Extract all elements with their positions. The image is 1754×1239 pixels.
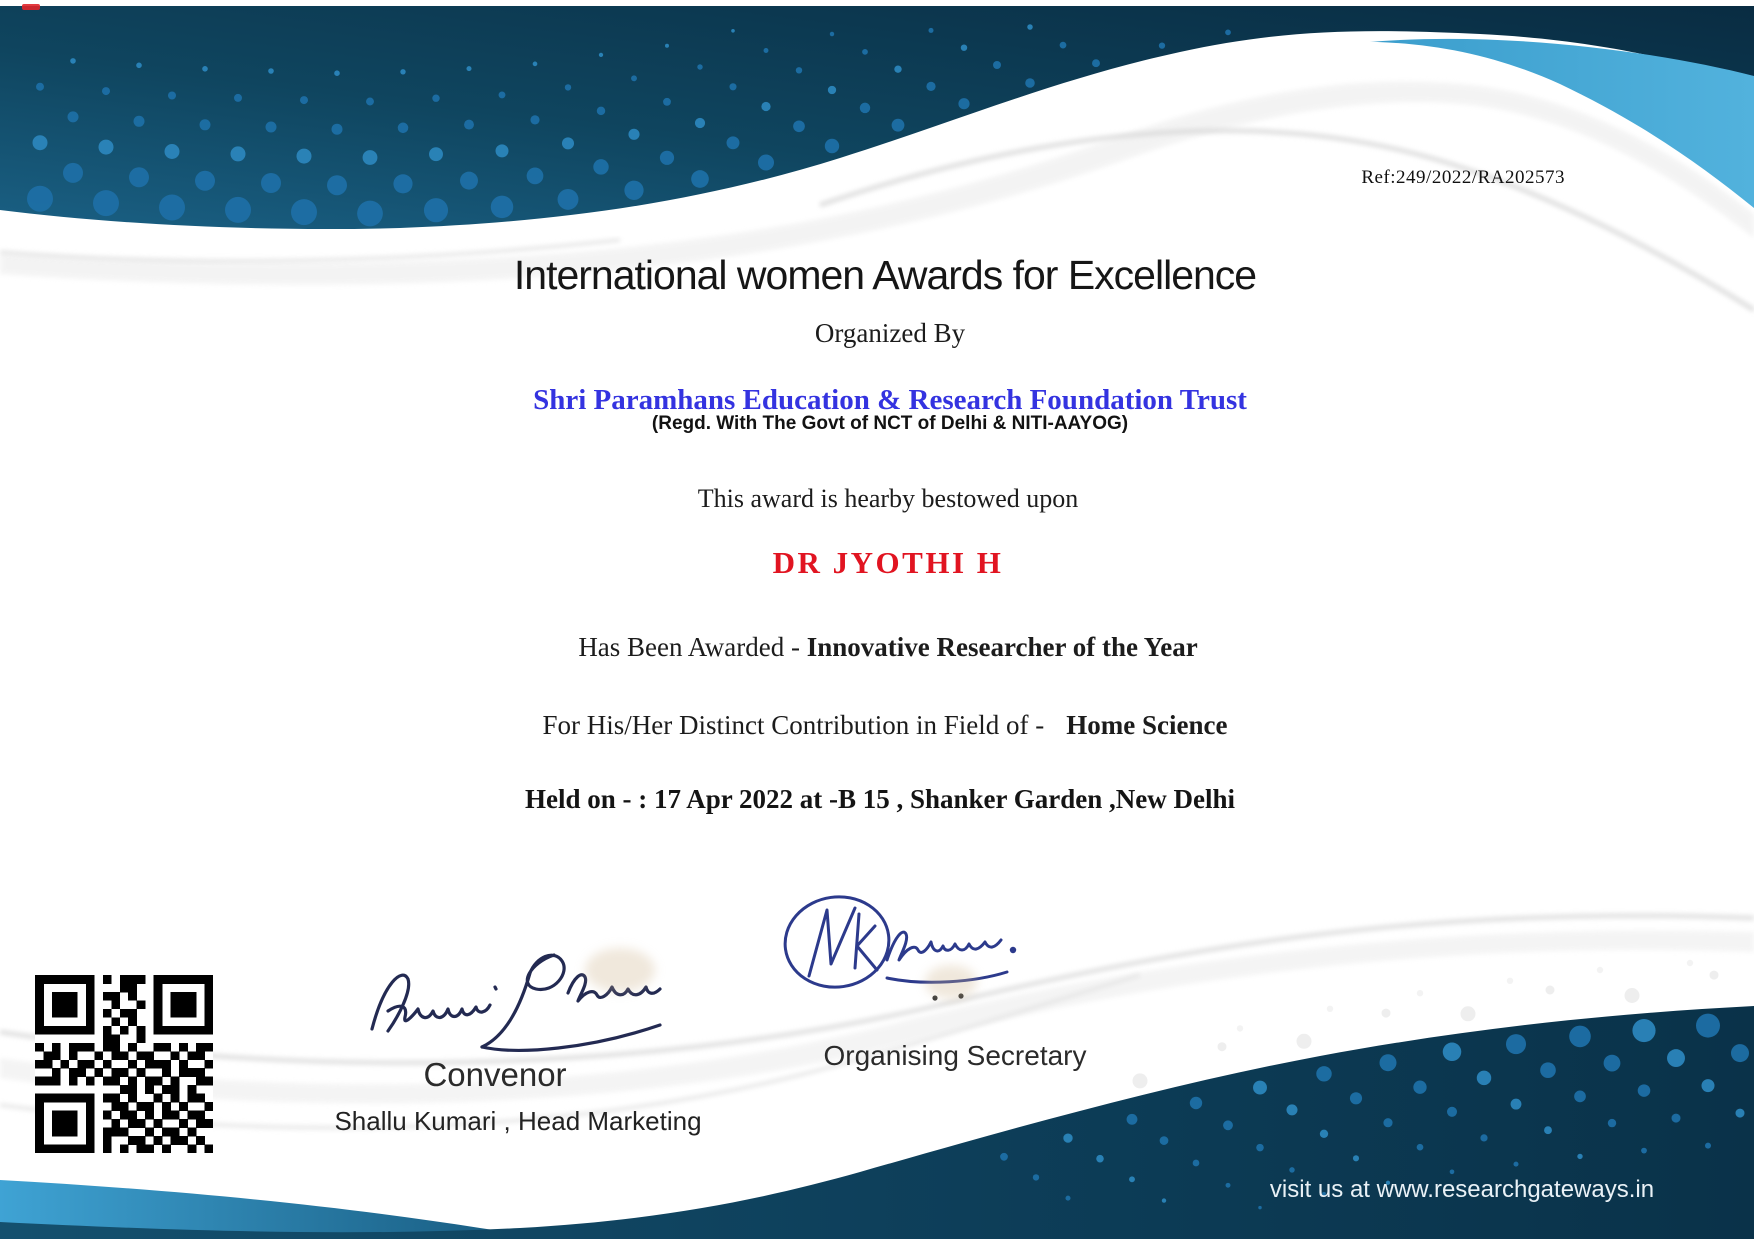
organized-by-label: Organized By — [814, 318, 966, 348]
reference-number: Ref:249/2022/RA202573 — [1361, 167, 1565, 188]
certificate-title: International women Awards for Excellence — [513, 252, 1257, 298]
organization-registration: (Regd. With The Govt of NCT of Delhi & NITI-AAYOG) — [651, 413, 1129, 434]
paper-stain — [925, 965, 977, 999]
bestowed-line: This award is hearby bestowed upon — [697, 484, 1079, 513]
secretary-role-label: Organising Secretary — [823, 1040, 1087, 1071]
field-name: Home Science — [1066, 710, 1228, 740]
website-line: visit us at www.researchgateways.in — [1269, 1176, 1655, 1203]
field-line — [543, 710, 1228, 741]
award-prefix: Has Been Awarded - — [578, 632, 807, 662]
qr-code — [35, 975, 213, 1153]
paper-stain — [585, 948, 655, 992]
secretary-signature — [775, 888, 1075, 1028]
recipient-name: DR JYOTHI H — [772, 545, 1004, 580]
organization-name: Shri Paramhans Education & Research Foundation Trust — [533, 384, 1247, 416]
award-name: Innovative Researcher of the Year — [806, 632, 1198, 662]
convenor-name-label: Shallu Kumari , Head Marketing — [334, 1106, 702, 1136]
event-line: Held on - : 17 Apr 2022 at -B 15 , Shanker Garden ,New Delhi — [524, 784, 1236, 814]
award-line — [578, 632, 1197, 663]
field-prefix: For His/Her Distinct Contribution in Field of - — [542, 710, 1045, 740]
convenor-role-label: Convenor — [423, 1056, 567, 1093]
top-left-red-mark — [22, 4, 40, 10]
